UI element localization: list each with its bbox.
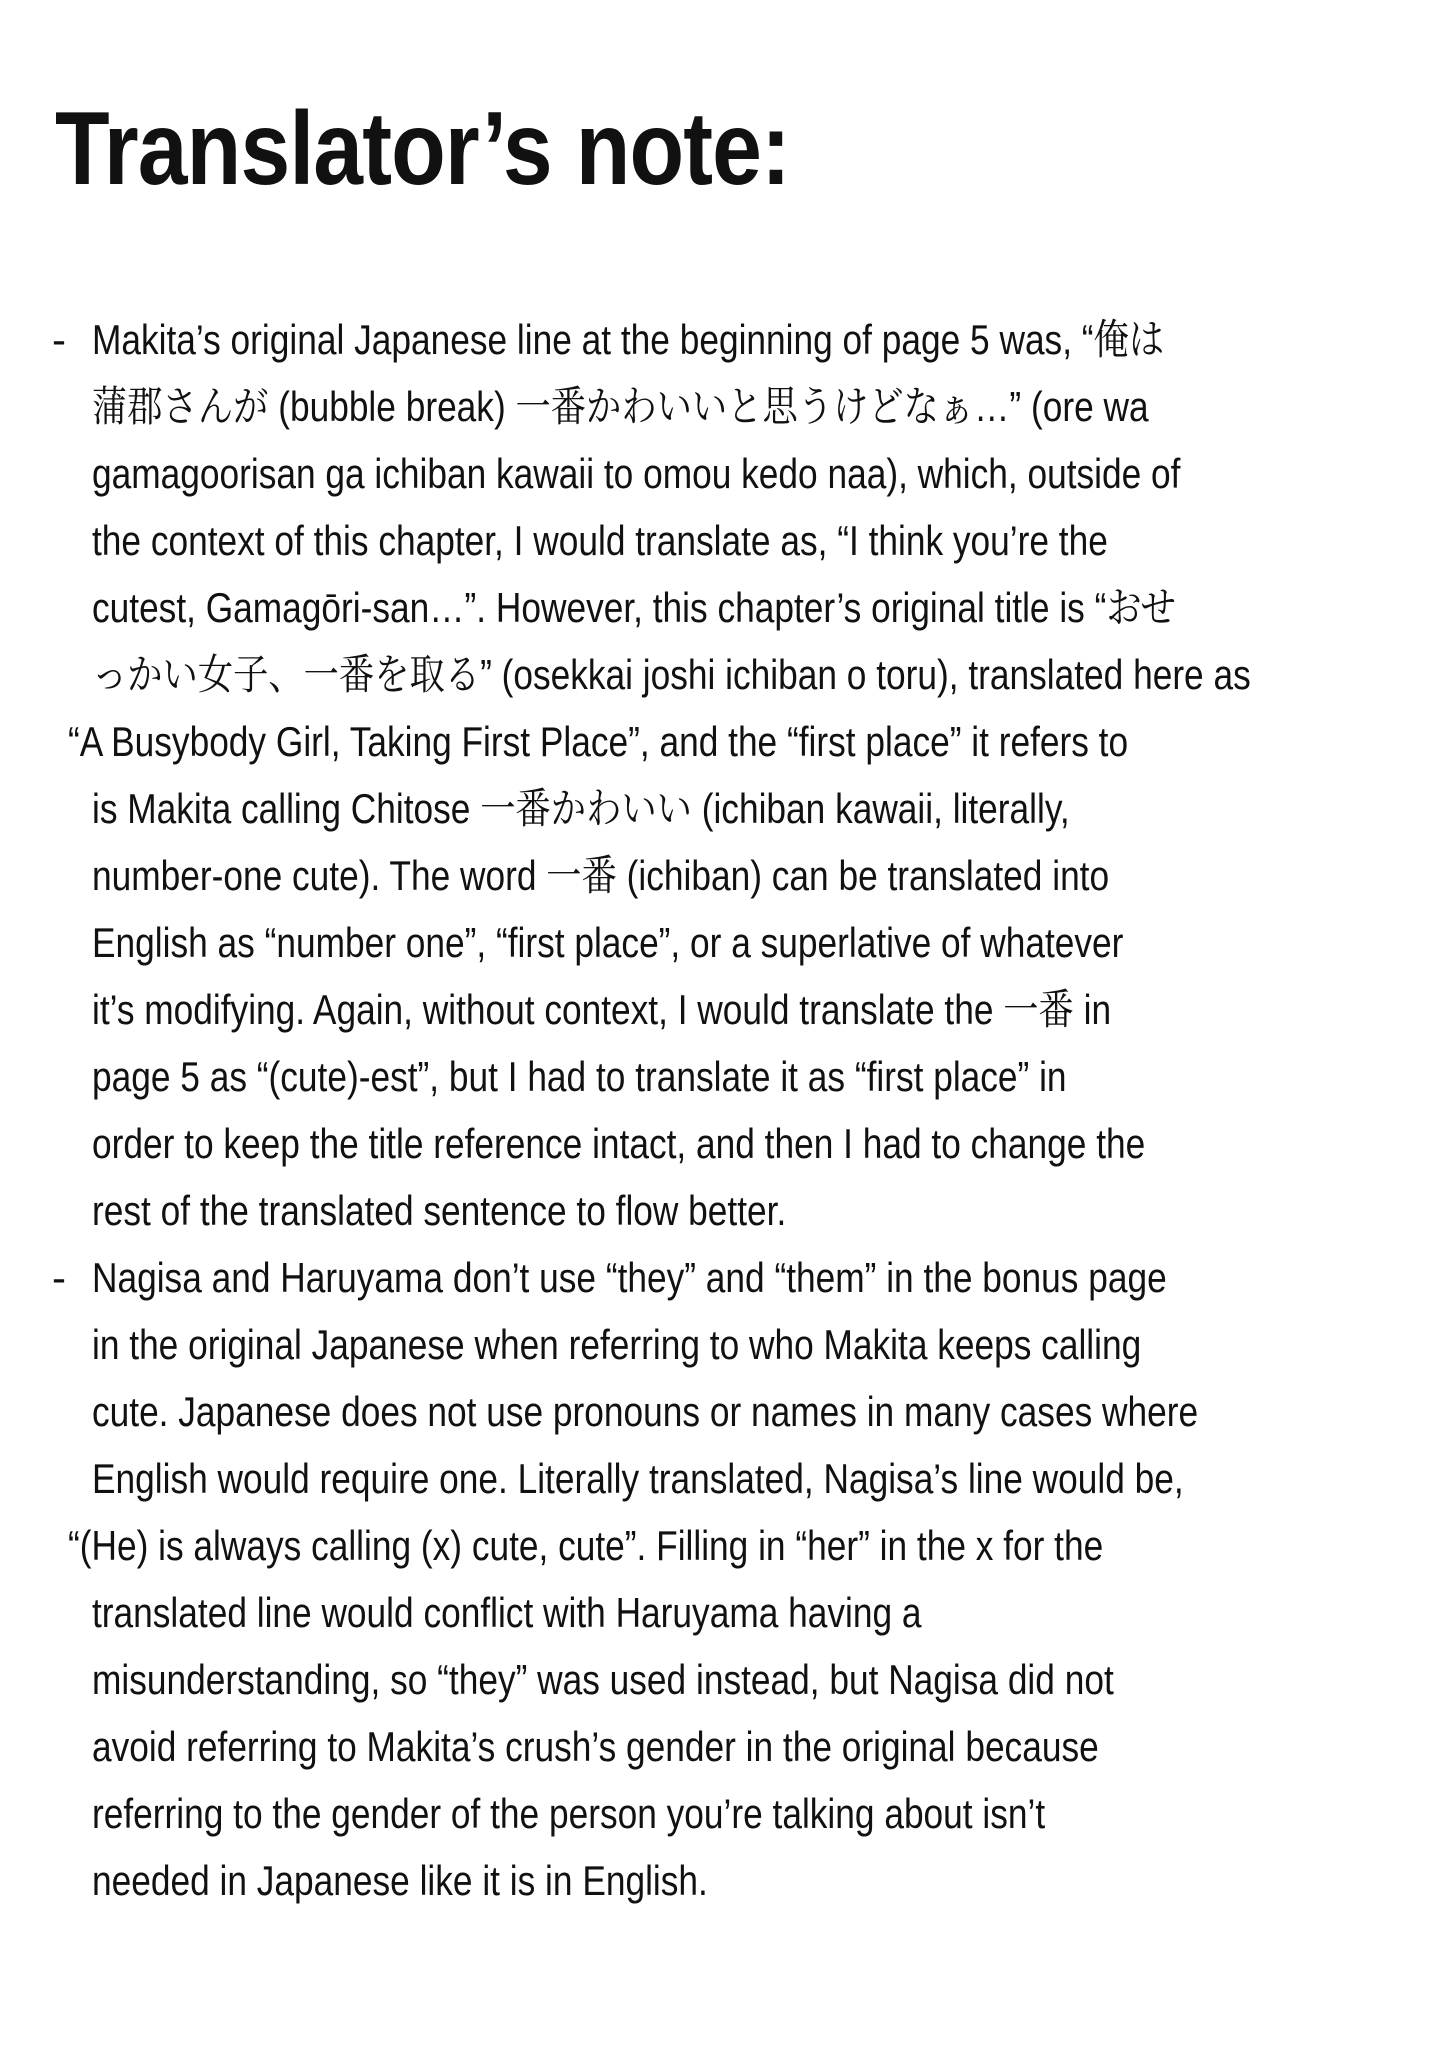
note-item-1 bbox=[48, 306, 1418, 1244]
page-title: Translator’s note: bbox=[55, 91, 790, 207]
note-line: it’s modifying. Again, without context, I would translate the 一番 in bbox=[92, 986, 1112, 1033]
note-body bbox=[68, 1244, 1409, 1914]
note-line: Makita’s original Japanese line at the beginning of page 5 was, “俺は bbox=[92, 316, 1165, 363]
note-line: “(He) is always calling (x) cute, cute”. Filling in “her” in the x for the bbox=[68, 1522, 1104, 1569]
note-line: needed in Japanese like it is in English. bbox=[92, 1857, 708, 1904]
note-line: cutest, Gamagōri-san…”. However, this chapter’s original title is “おせ bbox=[92, 584, 1176, 631]
note-line: English would require one. Literally translated, Nagisa’s line would be, bbox=[92, 1455, 1184, 1502]
note-line: referring to the gender of the person you’re talking about isn’t bbox=[92, 1790, 1046, 1837]
note-line: gamagoorisan ga ichiban kawaii to omou kedo naa), which, outside of bbox=[92, 450, 1181, 497]
note-line: order to keep the title reference intact, and then I had to change the bbox=[92, 1120, 1146, 1167]
note-line: is Makita calling Chitose 一番かわいい (ichiban kawaii, literally, bbox=[92, 785, 1070, 832]
note-body bbox=[68, 306, 1444, 1244]
note-line: 蒲郡さんが (bubble break) 一番かわいいと思うけどなぁ…” (ore wa bbox=[92, 383, 1149, 430]
note-line: English as “number one”, “first place”, or a superlative of whatever bbox=[92, 919, 1124, 966]
note-line: rest of the translated sentence to flow better. bbox=[92, 1187, 787, 1234]
note-item-2 bbox=[48, 1244, 1418, 1914]
note-line: Nagisa and Haruyama don’t use “they” and “them” in the bonus page bbox=[92, 1254, 1167, 1301]
notes-list bbox=[48, 306, 1418, 1914]
note-line: っかい女子、一番を取る” (osekkai joshi ichiban o toru), translated here as bbox=[92, 651, 1251, 698]
bullet-dash: - bbox=[52, 316, 66, 363]
note-line: translated line would conflict with Haruyama having a bbox=[92, 1589, 922, 1636]
note-line: page 5 as “(cute)-est”, but I had to translate it as “first place” in bbox=[92, 1053, 1067, 1100]
note-line: avoid referring to Makita’s crush’s gender in the original because bbox=[92, 1723, 1099, 1770]
note-line: number-one cute). The word 一番 (ichiban) can be translated into bbox=[92, 852, 1110, 899]
note-line: in the original Japanese when referring to who Makita keeps calling bbox=[92, 1321, 1142, 1368]
note-line: “A Busybody Girl, Taking First Place”, and the “first place” it refers to bbox=[68, 718, 1129, 765]
note-line: misunderstanding, so “they” was used instead, but Nagisa did not bbox=[92, 1656, 1114, 1703]
bullet-dash: - bbox=[52, 1254, 66, 1301]
note-line: the context of this chapter, I would translate as, “I think you’re the bbox=[92, 517, 1108, 564]
note-line: cute. Japanese does not use pronouns or names in many cases where bbox=[92, 1388, 1199, 1435]
